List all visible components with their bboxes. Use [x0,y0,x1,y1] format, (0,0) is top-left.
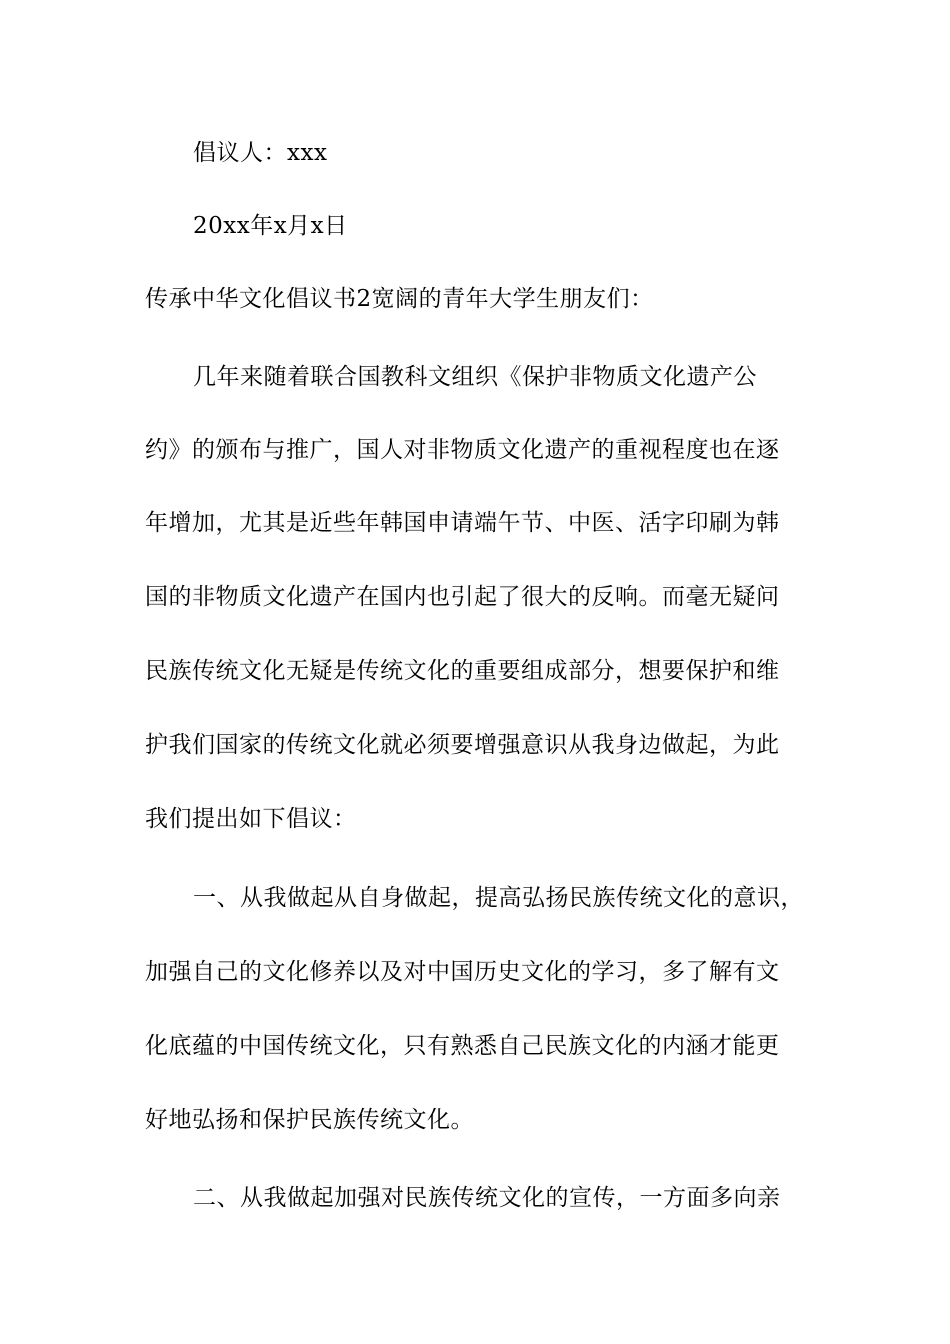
signatory-line: 倡议人：xxx [193,140,328,166]
paragraph-1-line-7: 我们提出如下倡议： [145,806,357,832]
date-line: 20xx年x月x日 [193,213,348,239]
paragraph-1-line-5: 民族传统文化无疑是传统文化的重要组成部分，想要保护和维 [145,658,780,684]
paragraph-1-line-4: 国的非物质文化遗产在国内也引起了很大的反响。而毫无疑问 [145,584,780,610]
paragraph-2-line-2: 加强自己的文化修养以及对中国历史文化的学习，多了解有文 [145,959,780,985]
paragraph-1-line-3: 年增加，尤其是近些年韩国申请端午节、中医、活字印刷为韩 [145,510,780,536]
paragraph-1-line-1: 几年来随着联合国教科文组织《保护非物质文化遗产公 [193,364,757,390]
paragraph-3-line-1: 二、从我做起加强对民族传统文化的宣传，一方面多向亲 [193,1185,781,1211]
paragraph-2-line-3: 化底蕴的中国传统文化，只有熟悉自己民族文化的内涵才能更 [145,1033,780,1059]
paragraph-2-line-4: 好地弘扬和保护民族传统文化。 [145,1107,474,1133]
paragraph-1-line-2: 约》的颁布与推广，国人对非物质文化遗产的重视程度也在逐 [145,437,780,463]
heading-line: 传承中华文化倡议书2宽阔的青年大学生朋友们： [145,286,654,312]
paragraph-2-line-1: 一、从我做起从自身做起，提高弘扬民族传统文化的意识， [193,885,804,911]
paragraph-1-line-6: 护我们国家的传统文化就必须要增强意识从我身边做起，为此 [145,732,780,758]
